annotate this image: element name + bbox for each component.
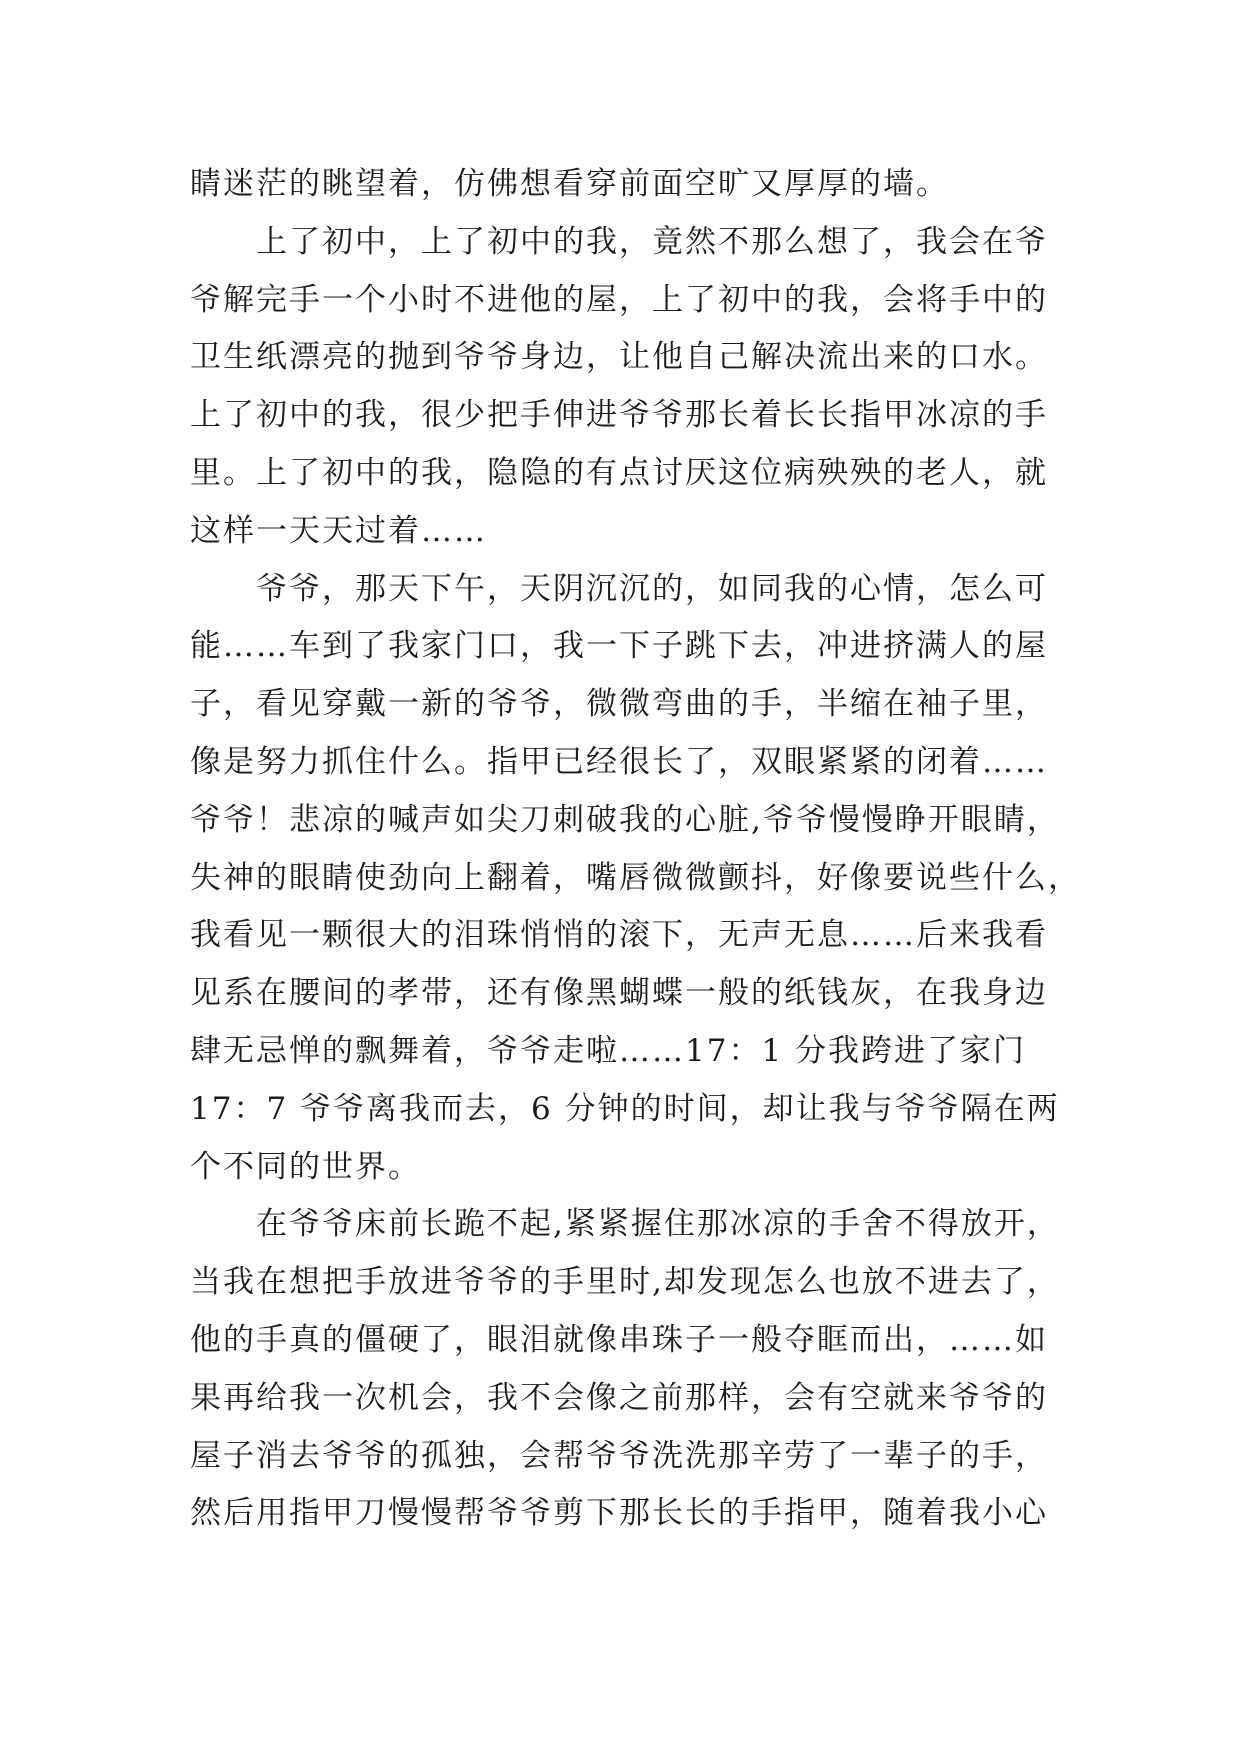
text-line: 像是努力抓住什么。指甲已经很长了，双眼紧紧的闭着…… bbox=[190, 743, 1048, 780]
text-line: 在爷爷床前长跪不起,紧紧握住那冰凉的手舍不得放开， bbox=[256, 1206, 1060, 1243]
text-line: 卫生纸漂亮的抛到爷爷身边，让他自己解决流出来的口水。 bbox=[190, 339, 1048, 376]
text-line: 失神的眼睛使劲向上翻着，嘴唇微微颤抖，好像要说些什么， bbox=[190, 859, 1081, 896]
text-line: 子，看见穿戴一新的爷爷，微微弯曲的手，半缩在袖子里， bbox=[190, 686, 1048, 723]
text-line: 爷解完手一个小时不进他的屋，上了初中的我，会将手中的 bbox=[190, 281, 1048, 318]
text-line: 能……车到了我家门口，我一下子跳下去，冲进挤满人的屋 bbox=[190, 628, 1048, 665]
text-line: 果再给我一次机会，我不会像之前那样，会有空就来爷爷的 bbox=[190, 1379, 1048, 1416]
paragraph-1 bbox=[190, 156, 1060, 214]
paragraph-2 bbox=[190, 214, 1060, 561]
text-line: 个不同的世界。 bbox=[190, 1148, 421, 1185]
text-line: 里。上了初中的我，隐隐的有点讨厌这位病殃殃的老人，就 bbox=[190, 454, 1048, 491]
text-line: 上了初中的我，很少把手伸进爷爷那长着长长指甲冰凉的手 bbox=[190, 397, 1048, 434]
text-line: 上了初中，上了初中的我，竟然不那么想了，我会在爷 bbox=[256, 223, 1048, 260]
text-line: 睛迷茫的眺望着，仿佛想看穿前面空旷又厚厚的墙。 bbox=[190, 166, 949, 202]
text-line: 爷爷！悲凉的喊声如尖刀刺破我的心脏,爷爷慢慢睁开眼睛， bbox=[190, 801, 1060, 838]
text-line: 然后用指甲刀慢慢帮爷爷剪下那长长的手指甲，随着我小心 bbox=[190, 1495, 1048, 1532]
text-line: 他的手真的僵硬了，眼泪就像串珠子一般夺眶而出，……如 bbox=[190, 1321, 1048, 1358]
text-line: 我看见一颗很大的泪珠悄悄的滚下，无声无息……后来我看 bbox=[190, 917, 1048, 954]
text-line: 这样一天天过着…… bbox=[190, 512, 487, 549]
text-line: 当我在想把手放进爷爷的手里时,却发现怎么也放不进去了， bbox=[190, 1264, 1060, 1301]
text-line: 17：7 爷爷离我而去，6 分钟的时间，却让我与爷爷隔在两 bbox=[190, 1090, 1060, 1127]
text-line: 见系在腰间的孝带，还有像黑蝴蝶一般的纸钱灰，在我身边 bbox=[190, 975, 1048, 1012]
text-line: 肆无忌惮的飘舞着，爷爷走啦……17：1 分我跨进了家门 bbox=[190, 1032, 1027, 1069]
text-line: 爷爷，那天下午，天阴沉沉的，如同我的心情，怎么可 bbox=[256, 570, 1048, 607]
paragraph-3 bbox=[190, 561, 1081, 1197]
text-line: 屋子消去爷爷的孤独，会帮爷爷洗洗那辛劳了一辈子的手， bbox=[190, 1437, 1048, 1474]
paragraph-4 bbox=[190, 1196, 1060, 1543]
document-body bbox=[190, 156, 1081, 1543]
